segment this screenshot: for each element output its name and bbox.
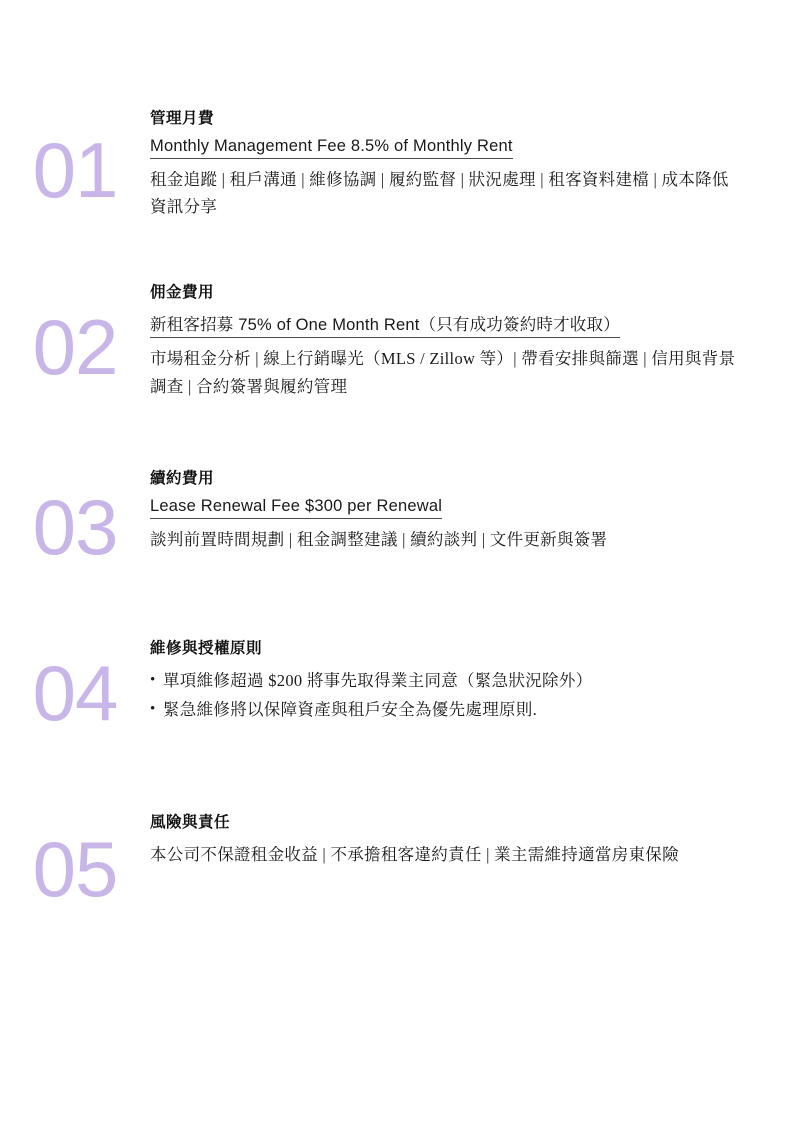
section-number: 02	[32, 303, 118, 392]
section-number: 03	[32, 482, 118, 571]
section-body: 租金追蹤 | 租戶溝通 | 維修協調 | 履約監督 | 狀況處理 | 租客資料建檔 | 成本降低資訊分享	[150, 170, 729, 217]
section-title: 佣金費用	[150, 284, 215, 302]
section-headline: Monthly Management Fee 8.5% of Monthly Rent	[150, 137, 513, 159]
section-body: 談判前置時間規劃 | 租金調整建議 | 續約談判 | 文件更新與簽署	[150, 529, 608, 549]
section-02	[0, 280, 800, 399]
section-bullet-list	[150, 667, 738, 725]
section-content	[150, 810, 800, 868]
section-content	[150, 280, 800, 399]
section-number-col	[0, 106, 150, 214]
section-headline: Lease Renewal Fee $300 per Renewal	[150, 497, 442, 519]
section-body: 市場租金分析 | 線上行銷曝光（MLS / Zillow 等）| 帶看安排與篩選 | 信用與背景調查 | 合約簽署與履約管理	[150, 349, 736, 396]
section-content	[150, 106, 800, 220]
section-title: 續約費用	[150, 469, 215, 487]
section-title: 維修與授權原則	[150, 639, 263, 657]
section-headline: 新租客招募 75% of One Month Rent（只有成功簽約時才收取）	[150, 311, 620, 338]
section-number: 05	[32, 824, 118, 913]
section-number-col	[0, 636, 150, 737]
section-title: 管理月費	[150, 110, 215, 127]
section-number: 04	[32, 648, 118, 737]
document-page	[0, 106, 800, 1141]
section-05	[0, 810, 800, 913]
section-number-col	[0, 466, 150, 571]
section-number-col	[0, 810, 150, 913]
list-item: • 單項維修超過 $200 將事先取得業主同意（緊急狀況除外）	[150, 667, 738, 696]
section-content	[150, 466, 800, 553]
section-03	[0, 466, 800, 571]
section-content	[150, 636, 800, 725]
section-title: 風險與責任	[150, 813, 231, 831]
section-04	[0, 636, 800, 737]
section-01	[0, 106, 800, 220]
list-item: • 緊急維修將以保障資產與租戶安全為優先處理原則.	[150, 696, 738, 725]
section-body: 本公司不保證租金收益 | 不承擔租客違約責任 | 業主需維持適當房東保險	[150, 844, 679, 864]
section-number-col	[0, 280, 150, 392]
section-number: 01	[32, 126, 118, 214]
